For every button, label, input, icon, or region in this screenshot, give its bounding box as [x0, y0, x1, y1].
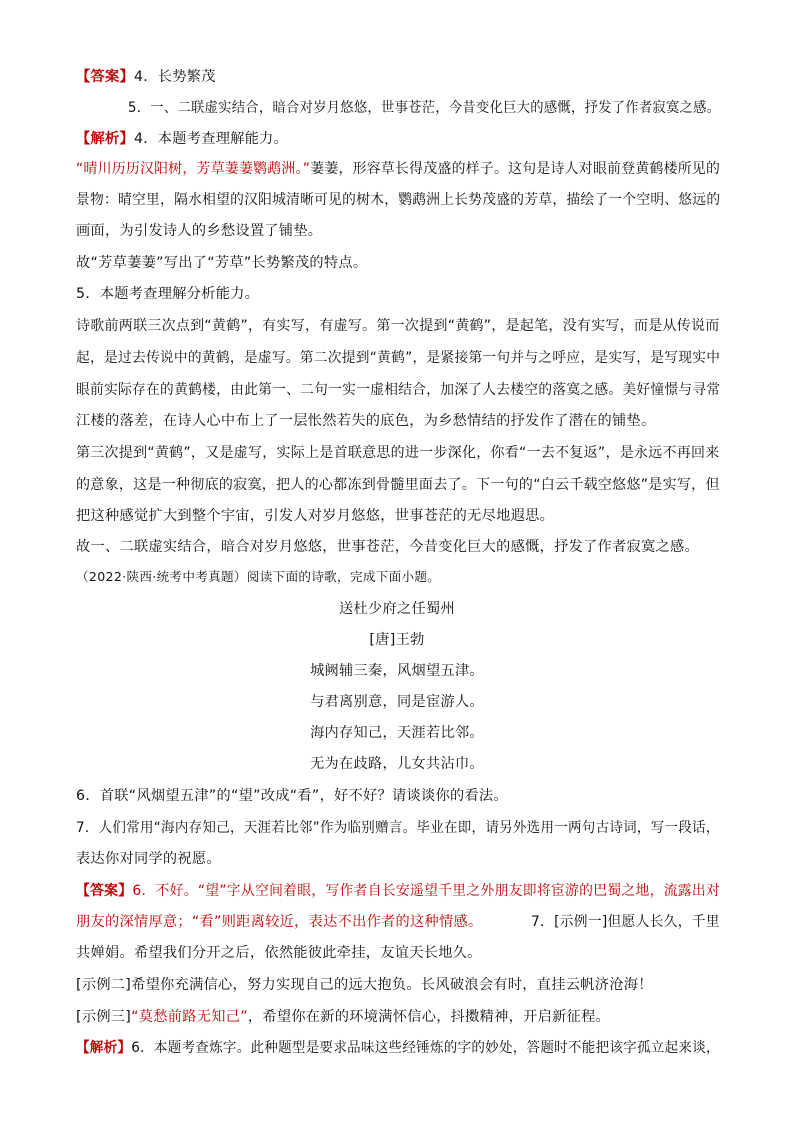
poem-author: [唐]王勃: [369, 632, 425, 648]
answer-q7-example1-end: 共婵娟。希望我们分开之后，依然能彼此牵挂，友谊天长地久。: [76, 945, 482, 961]
analysis-tag: 【解析】: [76, 131, 134, 147]
analysis-q5-p4-line2: 的意象，这是一种彻底的寂寞，把人的心都冻到骨髓里面去了。下一句的“白云千载空悠悠”是实写，但: [76, 477, 720, 493]
source-line: （2022·陕西·统考中考真题）阅读下面的诗歌，完成下面小题。: [76, 569, 441, 584]
answer-q6-text: 6．不好。“望”字从空间着眼，写作者自长安遥望千里之外朋友即将宦游的巴蜀之地，流露出对: [132, 883, 721, 899]
poem-title: 送杜少府之任蜀州: [339, 601, 455, 617]
analysis-tag: 【解析】: [76, 1040, 132, 1056]
question-6: 6．首联“风烟望五津”的“望”改成“看”，好不好？请谈谈你的看法。: [76, 788, 508, 804]
answer-tag: 【答案】: [76, 69, 134, 85]
analysis-q5-p5: 故一、二联虚实结合，暗合对岁月悠悠，世事苍茫，今昔变化巨大的感慨，抒发了作者寂寞之感。: [76, 539, 699, 555]
analysis-q5-p3-line3: 眼前实际存在的黄鹤楼，由此第一、二句一实一虚相结合，加深了人去楼空的落寞之感。美好憧憬与寻常: [76, 382, 721, 398]
analysis-q6: 6．本题考查炼字。此种题型是要求品味这些经锤炼的字的妙处，答题时不能把该字孤立起来谈，: [131, 1040, 720, 1056]
poem-line: 城阙辅三秦，风烟望五津。: [310, 663, 484, 679]
answer-q6-line1: [76, 881, 720, 901]
analysis-q4-para1-line3: 画面，为引发诗人的乡愁设置了铺垫。: [76, 223, 323, 239]
poem-quote: “晴川历历汉阳树，芳草萋萋鹦鹉洲。”: [76, 161, 311, 177]
analysis-q4-para2: 故“芳草萋萋”写出了“芳草”长势繁茂的特点。: [76, 255, 368, 271]
analysis-q4-head-line: [76, 129, 288, 149]
example3-quote: “莫愁前路无知己”: [131, 1009, 248, 1025]
analysis-q6-line: [76, 1038, 720, 1058]
answer-q7-example1-start: 7．[示例一]但愿人长久，千里: [531, 914, 720, 930]
poem-line: 海内存知己，天涯若比邻。: [310, 725, 484, 741]
analysis-q5-p4-line1: 第三次提到“黄鹤”，又是虚写，实际上是首联意思的进一步深化，你看“一去不复返”，是永远不再回来: [76, 445, 720, 461]
answer-q4: 4．长势繁茂: [133, 69, 216, 85]
answer-q5: 5．一、二联虚实结合，暗合对岁月悠悠，世事苍茫，今昔变化巨大的感慨，抒发了作者寂寞之感。: [128, 100, 721, 116]
answer-q4-line: [76, 67, 216, 87]
example3-rest: ，希望你在新的环境满怀信心，抖擞精神，开启新征程。: [247, 1009, 611, 1025]
question-7-line1: 7．人们常用“海内存知己，天涯若比邻”作为临别赠言。毕业在即，请另外选用一两句古诗词，写一段话，: [76, 820, 720, 836]
poem-line: 与君离别意，同是宦游人。: [310, 694, 484, 710]
answer-q6-line2: 朋友的深情厚意；“看”则距离较近，表达不出作者的这种情感。: [76, 914, 483, 930]
analysis-q4-para1-line2: 景物：晴空里，隔水相望的汉阳城清晰可见的树木，鹦鹉洲上长势茂盛的芳草，描绘了一个空明、悠远的: [76, 192, 721, 208]
analysis-q5-p3-line4: 江楼的落差，在诗人心中布上了一层怅然若失的底色，为乡愁情结的抒发作了潜在的铺垫。: [76, 413, 656, 429]
example3-prefix: [示例三]: [76, 1009, 132, 1025]
analysis-q5-p4-line3: 把这种感觉扩大到整个宇宙，引发人对岁月悠悠，世事苍茫的无尽地遐思。: [76, 508, 555, 524]
poem-line: 无为在歧路，儿女共沾巾。: [310, 756, 484, 772]
question-7-line2: 表达你对同学的祝愿。: [76, 851, 221, 867]
answer-tag: 【答案】: [76, 883, 133, 899]
answer-q7-example3: [76, 1007, 610, 1027]
analysis-q5-p3-line2: 起，是过去传说中的黄鹤，是虚写。第二次提到“黄鹤”，是紧接第一句并与之呼应，是实写，是写现实中: [76, 350, 721, 366]
analysis-q4-para1-line1: [76, 159, 720, 179]
answer-q7-example2: [示例二]希望你充满信心，努力实现自己的远大抱负。长风破浪会有时，直挂云帆济沧海！: [76, 977, 653, 993]
analysis-q4-head: 4．本题考查理解能力。: [133, 131, 289, 147]
analysis-q5-p3-line1: 诗歌前两联三次点到“黄鹤”，有实写，有虚写。第一次提到“黄鹤”，是起笔，没有实写，而是从传说而: [76, 318, 720, 334]
para1-rest: 萋萋，形容草长得茂盛的样子。这句是诗人对眼前登黄鹤楼所见的: [310, 161, 721, 177]
analysis-q5-head: 5．本题考查理解分析能力。: [76, 286, 260, 302]
